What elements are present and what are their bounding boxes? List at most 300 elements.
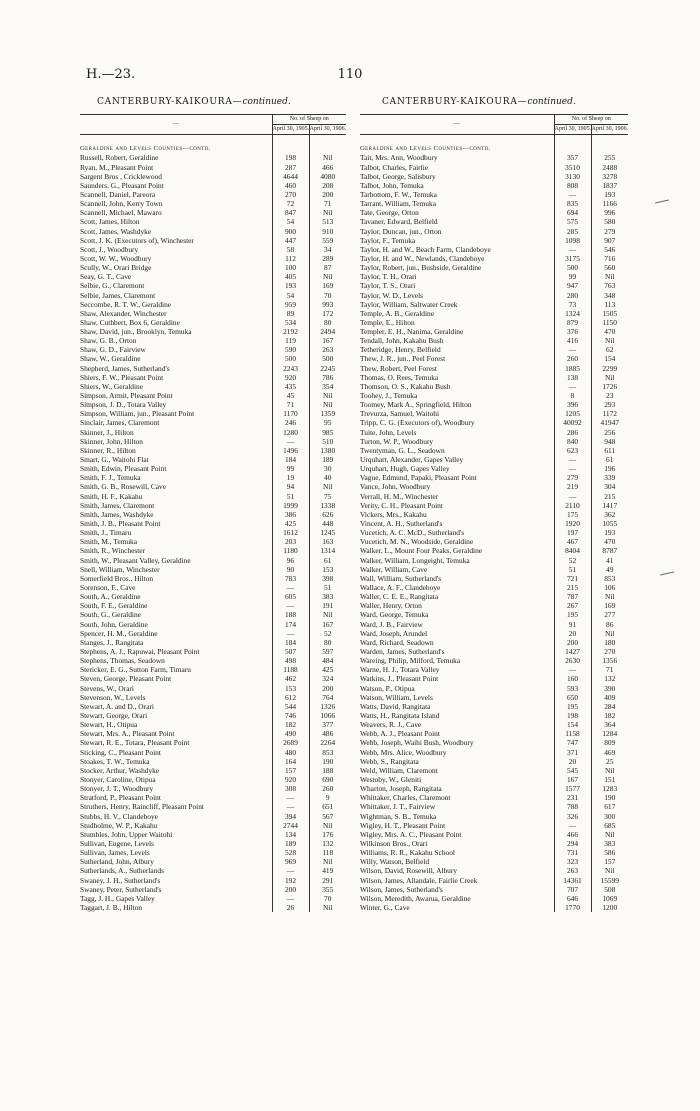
owner-name: Russell, Robert, Geraldine [80,153,159,163]
sheep-1905: 694 [554,208,591,217]
table-row [80,373,346,382]
sheep-1906: 196 [591,464,628,473]
sheep-1906: 993 [309,300,346,309]
sheep-1906: 113 [591,300,628,309]
owner-name: Smith, James, Claremont [80,500,155,510]
sheep-1906: 256 [591,428,628,437]
table-row [80,300,346,309]
sheep-1906: 49 [591,565,628,574]
sheep-1905: — [554,665,591,674]
sheep-1905: — [272,437,309,446]
sheep-1906: 2264 [309,738,346,747]
owner-name: Simpson, William, jun., Pleasant Point [80,409,195,419]
sheep-1906: 279 [591,227,628,236]
table-row [80,738,346,747]
owner-name: Selbie, James, Claremont [80,290,156,300]
sheep-1906: 70 [309,894,346,903]
table-row [80,656,346,665]
sheep-1905: 8 [554,391,591,400]
sheep-1905: 2243 [272,364,309,373]
table-row [80,428,346,437]
sheep-1905: 721 [554,574,591,583]
table-row [360,766,628,775]
owner-name: Taylor, William, Saltwater Creek [360,299,458,309]
sheep-1906: 30 [309,464,346,473]
table-row [360,574,628,583]
april-1905-header: April 30, 1905. [554,125,591,135]
sheep-1905: 534 [272,318,309,327]
april-1906-header: April 30, 1906. [591,125,628,135]
sheep-1905: 263 [554,866,591,875]
owner-name: Tavaner, Edward, Belfield [360,217,438,227]
sheep-1906: 809 [591,738,628,747]
table-row [360,382,628,391]
sheep-1906: 910 [309,227,346,236]
owner-name: Stewart, R. E., Totara, Pleasant Point [80,738,190,748]
owner-name: Weavers, R. J., Cave [360,720,422,730]
owner-name: Walker, L., Mount Four Peaks, Geraldine [360,546,483,556]
table-row [360,291,628,300]
sheep-1906: 1055 [591,519,628,528]
owner-name: Spencer, H. M., Geraldine [80,628,158,638]
sheep-1906: 611 [591,446,628,455]
sheep-1905: — [554,492,591,501]
table-row [80,528,346,537]
owner-name: Sticking, C., Pleasant Point [80,747,161,757]
spacer-row [360,135,628,145]
sheep-1906: 15599 [591,876,628,885]
sheep-1906: 1338 [309,501,346,510]
sheep-1906: 985 [309,428,346,437]
table-row [80,190,346,199]
sheep-1905: — [272,629,309,638]
sheep-1905: 2744 [272,821,309,830]
table-row [360,482,628,491]
table-row [80,199,346,208]
owner-name: Wharton, Joseph, Rangitata [360,784,442,794]
sheep-1906: 1837 [591,181,628,190]
table-row [360,738,628,747]
sheep-1906: 289 [309,254,346,263]
sheep-1906: 508 [591,885,628,894]
owner-name: Vague, Edmund, Papaki, Pleasant Point [360,473,477,483]
sheep-1905: 3130 [554,172,591,181]
sheep-1905: 287 [272,163,309,172]
table-row [360,784,628,793]
owner-name: Watson, P., Otipua [360,683,415,693]
sheep-1905: 2110 [554,501,591,510]
table-row [360,245,628,254]
owner-name: Smith, James, Washdyke [80,509,154,519]
sheep-1905: 326 [554,812,591,821]
sheep-1905: 1205 [554,409,591,418]
owner-name: Tarbottom, F. W., Temuka [360,189,437,199]
sheep-1905: 947 [554,281,591,290]
sheep-1905: 54 [272,291,309,300]
sheep-1905: 100 [272,263,309,272]
table-row [80,802,346,811]
sheep-1906: 51 [309,583,346,592]
table-row [360,638,628,647]
sheep-1906: 41947 [591,418,628,427]
table-row [360,199,628,208]
sheep-1905: 1577 [554,784,591,793]
sheep-1905: 467 [554,537,591,546]
sheep-1905: 203 [272,537,309,546]
right-column-title: CANTERBURY-KAIKOURA—continued. [382,97,576,107]
owner-name: Stubbs, H. V., Clandeboye [80,811,158,821]
table-row [360,656,628,665]
sheep-1905: 200 [272,885,309,894]
section-heading-row [360,144,628,153]
sheep-1906: 1066 [309,711,346,720]
sheep-1906: 390 [591,684,628,693]
table-row [360,418,628,427]
table-row [80,848,346,857]
document-reference: H.—23. [86,67,136,82]
sheep-1906: 190 [309,757,346,766]
sheep-1906: 500 [309,354,346,363]
table-row [360,309,628,318]
sheep-1906: 355 [309,885,346,894]
sheep-1906: 466 [309,163,346,172]
table-row [80,839,346,848]
sheep-1905: 184 [272,455,309,464]
owner-name: Twentyman, G. L., Seadown [360,445,445,455]
sheep-1905: 2689 [272,738,309,747]
sheep-1905: 1098 [554,236,591,245]
sheep-1905: 323 [554,857,591,866]
sheep-1905: 623 [554,446,591,455]
sheep-1906: 193 [591,528,628,537]
sheep-1905: 707 [554,885,591,894]
table-row [80,263,346,272]
table-row [80,647,346,656]
owner-name: Skinner, John, Hilton [80,436,143,446]
sheep-1906: 853 [309,748,346,757]
sheep-1905: 198 [554,711,591,720]
owner-name: Wightman, S. B., Temuka [360,811,437,821]
sheep-1906: 690 [309,775,346,784]
sheep-1905: 1612 [272,528,309,537]
sheep-1905: 879 [554,318,591,327]
sheep-1905: 52 [554,556,591,565]
sheep-1906: 2299 [591,364,628,373]
sheep-1906: 786 [309,373,346,382]
sheep-1906: Nil [591,866,628,875]
owner-name: Webb, A. J., Pleasant Point [360,729,440,739]
owner-name: Shaw, Alexander, Winchester [80,308,167,318]
sheep-1906: Nil [591,336,628,345]
owner-name: Urquhart, Alexander, Gapes Valley [360,455,464,465]
owner-name: Talbot, George, Salisbury [360,171,436,181]
table-row [80,227,346,236]
owner-name: Stericker, E. G., Sutton Farm, Timaru [80,665,191,675]
sheep-1905: — [554,345,591,354]
table-row [80,821,346,830]
table-row [80,793,346,802]
table-row [360,336,628,345]
sheep-1906: 200 [309,190,346,199]
sheep-1905: 544 [272,702,309,711]
sheep-1905: 160 [554,674,591,683]
table-row [80,684,346,693]
sheep-1906: Nil [309,272,346,281]
table-row [80,601,346,610]
sheep-1905: — [272,866,309,875]
sheep-1906: 180 [591,638,628,647]
owner-name: Snell, William, Winchester [80,564,160,574]
sheep-1906: Nil [591,272,628,281]
owner-name: Vickers, Mrs., Kakahu [360,509,427,519]
table-row [80,217,346,226]
table-row [360,391,628,400]
owner-name: Taylor, F., Temuka [360,235,416,245]
table-row [360,866,628,875]
owner-name: Tait, Mrs. Ann, Woodbury [360,153,438,163]
owner-name: Studholme, W. P., Kakahu [80,820,158,830]
table-row [80,610,346,619]
sheep-1906: 157 [591,857,628,866]
table-row [360,757,628,766]
table-row [80,418,346,427]
left-column-table [80,114,346,912]
sheep-1906: 324 [309,674,346,683]
sheep-1905: 605 [272,592,309,601]
sheep-1906: 255 [591,153,628,162]
sheep-1906: 383 [309,592,346,601]
sheep-1905: 447 [272,236,309,245]
sheep-1906: Nil [309,153,346,162]
sheep-1905: 1170 [272,409,309,418]
sheep-1905: 3510 [554,163,591,172]
sheep-1906: 425 [309,665,346,674]
sheep-1906: Nil [591,373,628,382]
sheep-1905: 787 [554,592,591,601]
table-row [360,629,628,638]
table-row [360,327,628,336]
sheep-1906: 9 [309,793,346,802]
sheep-1905: 54 [272,217,309,226]
sheep-1905: 134 [272,830,309,839]
sheep-1906: 176 [309,830,346,839]
margin-mark [660,572,674,576]
sheep-1906: Nil [309,391,346,400]
table-row [360,711,628,720]
table-row [80,620,346,629]
sheep-1905: 157 [272,766,309,775]
sheep-1905: 8404 [554,546,591,555]
owner-name: Stephens, Thomas, Seadown [80,656,165,666]
table-row [360,281,628,290]
sheep-1906: 907 [591,236,628,245]
sheep-1905: 73 [554,300,591,309]
sheep-1905: 507 [272,647,309,656]
owner-name: Wilson, James, Allandale, Fairlie Creek [360,875,478,885]
sheep-1905: 195 [554,702,591,711]
sheep-1906: 263 [309,345,346,354]
sheep-1905: 1188 [272,665,309,674]
sheep-1905: — [554,382,591,391]
table-row [80,473,346,482]
sheep-1906: 419 [309,866,346,875]
table-row [360,272,628,281]
table-row [80,711,346,720]
owner-name: Whittaker, Charles, Claremont [360,793,451,803]
sheep-count-group-header: No. of Sheep on [554,115,628,125]
sheep-1905: 119 [272,336,309,345]
sheep-1905: 466 [554,830,591,839]
sheep-1905: 746 [272,711,309,720]
owner-name: Weld, William, Claremont [360,765,438,775]
owner-name: Trevurza, Samuel, Waitohi [360,409,440,419]
owner-name: Walker, William, Cave [360,564,428,574]
owner-name: South, G., Geraldine [80,610,141,620]
owner-name: Scott, J. K. (Executors of), Winchester [80,235,194,245]
table-row [80,345,346,354]
sheep-1905: 1920 [554,519,591,528]
table-row [80,208,346,217]
table-row [80,354,346,363]
sheep-1905: 788 [554,802,591,811]
sheep-1905: 731 [554,848,591,857]
sheep-1906: 716 [591,254,628,263]
sheep-1906: Nil [309,610,346,619]
table-row [80,400,346,409]
owner-name: Toohey, J., Temuka [360,391,418,401]
table-row [360,492,628,501]
sheep-1905: 612 [272,693,309,702]
sheep-1905: 747 [554,738,591,747]
section-heading: Geraldine and Levels Counties—contd. [360,145,491,153]
table-row [360,812,628,821]
sheep-1905: 89 [272,309,309,318]
table-row [360,885,628,894]
sheep-1906: 853 [591,574,628,583]
sheep-1906: 132 [591,674,628,683]
owner-header: — [80,115,272,135]
owner-name: Vucetich, A. C. McD., Sutherland's [360,528,465,538]
table-row [360,153,628,162]
table-row [80,565,346,574]
owner-name: Waller, C. E. E., Rangitata [360,592,439,602]
sheep-1906: 626 [309,510,346,519]
owner-name: Talbot, John, Temuka [360,180,424,190]
sheep-1906: 339 [591,473,628,482]
sheep-1905: 416 [554,336,591,345]
sheep-1906: 377 [309,720,346,729]
sheep-1906: 172 [309,309,346,318]
owner-name: Thew, J. R., jun., Peel Forest [360,354,446,364]
owner-name: Smart, G., Waitohi Flat [80,455,149,465]
table-row [80,830,346,839]
sheep-1906: 270 [591,647,628,656]
owner-name: Shaw, G. D., Fairview [80,345,146,355]
sheep-1906: 1284 [591,729,628,738]
sheep-1906: 362 [591,510,628,519]
table-row [80,254,346,263]
owner-name: Struthers, Henry, Raincliff, Pleasant Point [80,802,204,812]
sheep-1905: 267 [554,601,591,610]
sheep-1906: 617 [591,802,628,811]
sheep-1905: 193 [272,281,309,290]
sheep-1905: 164 [272,757,309,766]
table-row [360,163,628,172]
sheep-1906: 167 [309,620,346,629]
table-row [80,903,346,912]
sheep-1906: Nil [591,629,628,638]
sheep-1906: 52 [309,629,346,638]
owner-name: Taylor, W. D., Levels [360,290,424,300]
sheep-1906: 80 [309,638,346,647]
owner-name: Wilson, James, Sutherland's [360,884,443,894]
owner-name: Urquhart, Hugh, Gapes Valley [360,464,450,474]
sheep-1906: 546 [591,245,628,254]
sheep-1906: Nil [591,830,628,839]
owner-name: Verity, C. H., Pleasant Point [360,500,443,510]
sheep-1905: 51 [554,565,591,574]
table-row [360,647,628,656]
table-row [80,391,346,400]
sheep-1906: 169 [591,601,628,610]
sheep-1905: 138 [554,373,591,382]
sheep-1905: 96 [272,556,309,565]
table-row [80,482,346,491]
owner-name: Stewart, Mrs. A., Pleasant Point [80,729,175,739]
table-row [360,519,628,528]
sheep-1906: 215 [591,492,628,501]
sheep-1905: 184 [272,638,309,647]
sheep-1905: 376 [554,327,591,336]
sheep-1906: Nil [309,857,346,866]
sheep-1905: 90 [272,565,309,574]
table-row [360,748,628,757]
sheep-1906: 151 [591,775,628,784]
sheep-1905: 94 [272,482,309,491]
owner-name: Stocker, Arthur, Washdyke [80,765,160,775]
right-column-table [360,114,628,912]
sheep-1906: 1314 [309,546,346,555]
table-row [80,455,346,464]
sheep-1906: Nil [309,400,346,409]
owner-name: Scannell, Daniel, Pareora [80,189,156,199]
table-row [360,702,628,711]
sheep-1906: 4080 [309,172,346,181]
table-row [360,857,628,866]
sheep-1905: 71 [272,400,309,409]
april-1906-header: April 30, 1906. [309,125,346,135]
sheep-1905: 1999 [272,501,309,510]
sheep-1905: 357 [554,153,591,162]
owner-name: Vance, John, Woodbury [360,482,431,492]
sheep-1905: 246 [272,418,309,427]
sheep-1906: 2488 [591,163,628,172]
owner-name: Stewart, George, Orari [80,710,148,720]
spacer-row [80,135,346,145]
sheep-1905: 480 [272,748,309,757]
owner-name: Stonyer, Caroline, Otipua [80,774,156,784]
owner-name: Shaw, W., Geraldine [80,354,141,364]
owner-name: Shiers, F. W., Pleasant Point [80,372,164,382]
sheep-1905: 167 [554,775,591,784]
table-row [80,674,346,683]
table-row [360,802,628,811]
owner-name: Temple, E., Hilton [360,317,415,327]
owner-name: Williams, R. R., Kakahu School [360,848,455,858]
table-row [360,903,628,912]
sheep-1905: 371 [554,748,591,757]
sheep-1905: 847 [272,208,309,217]
